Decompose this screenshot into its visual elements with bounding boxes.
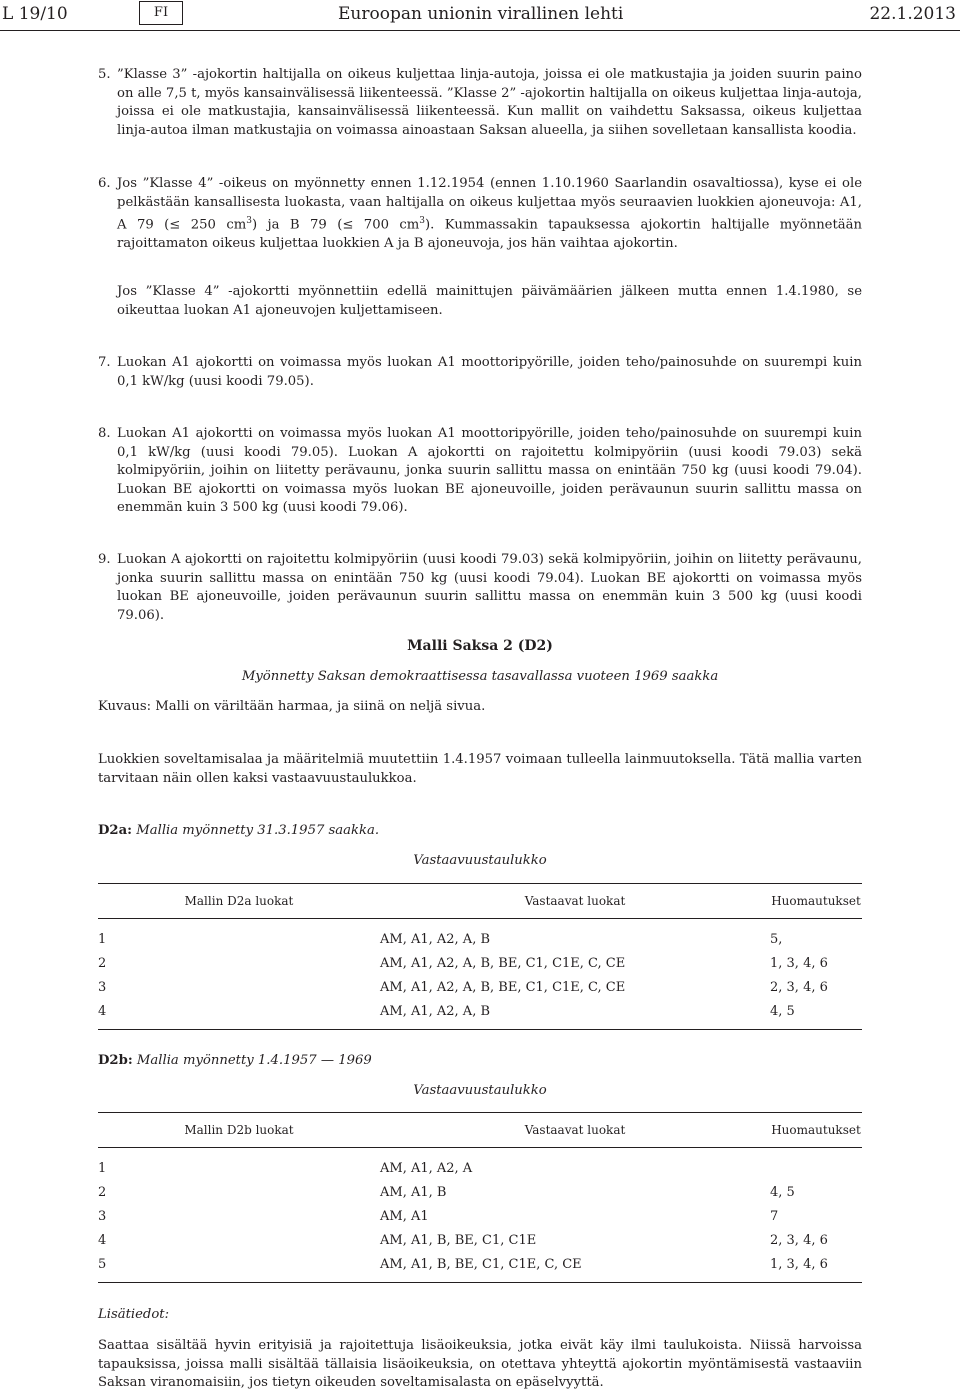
- table-cell: AM, A1, B, BE, C1, C1E, C, CE: [380, 1252, 770, 1283]
- d2b-label: D2b:: [98, 1053, 133, 1068]
- item-5-number: 5.: [98, 67, 111, 82]
- table-cell: 3: [98, 979, 107, 995]
- item-7-text: Luokan A1 ajokortti on voimassa myös luokan A1 moottoripyörille, joiden teho/painosuhde on suurempi kuin 0,1 kW/kg (uusi koodi 79.05).: [117, 355, 862, 389]
- column-header: Mallin D2a luokat: [98, 884, 380, 919]
- d2a-table-title: Vastaavuustaulukko: [413, 853, 547, 868]
- table-cell: AM, A1, A2, A: [380, 1160, 473, 1176]
- table-cell: 3: [98, 1208, 107, 1224]
- column-header: Huomautukset: [770, 884, 862, 919]
- model-scope: Luokkien soveltamisalaa ja määritelmiä muutettiin 1.4.1957 voimaan tulleella lainmuutoksella. Tätä mallia varten tarvitaan näin ollen kaksi vastaavuustaulukkoa.: [98, 752, 862, 786]
- d2a-label: D2a:: [98, 823, 133, 838]
- item-8-text: Luokan A1 ajokortti on voimassa myös luokan A1 moottoripyörille, joiden teho/painosuhde on suurempi kuin 0,1 kW/kg (uusi koodi 79.05). Luokan A ajokortti on rajoitettu kolmipyöriin (uusi koodi 79.03) sekä kolmipyöriin, joihin on liitetty perävaunu, jonka suurin sallittu massa on enintään 750 kg (uusi koodi 79.04). Luokan BE ajokortti on voimassa myös luokan BE ajoneuvoille, joiden perävaunun suurin sallittu massa on enemmän kuin 3 500 kg (uusi koodi 79.06).: [117, 426, 862, 515]
- table-row: [98, 975, 862, 999]
- table-cell: 2: [98, 1184, 107, 1200]
- table-cell: AM, A1, A2, A, B: [380, 999, 770, 1030]
- table-cell: 2, 3, 4, 6: [770, 1232, 828, 1248]
- column-header: Vastaavat luokat: [380, 884, 770, 919]
- page-header: [0, 0, 960, 34]
- table-row: [98, 1204, 862, 1228]
- publication-date: 22.1.2013: [869, 4, 956, 24]
- column-header: Mallin D2b luokat: [98, 1113, 380, 1148]
- table-cell: 7: [770, 1208, 779, 1224]
- table-row: [98, 1252, 862, 1283]
- table-cell: AM, A1, A2, A, B: [380, 931, 491, 947]
- table-cell: 5,: [770, 931, 783, 947]
- table-row: [98, 1228, 862, 1252]
- item-6-number: 6.: [98, 176, 111, 191]
- table-cell: AM, A1, B, BE, C1, C1E: [380, 1232, 537, 1248]
- item-6-part-3: ). Kummassakin tapauksessa ajokortin haltijalle myönnetään rajoittamaton oikeus kuljettaa luokkien A ja B ajoneuvoja, jos hän vaihtaa ajokortin.: [117, 217, 863, 251]
- page-number: L 19/10: [2, 4, 68, 24]
- item-6-followup: Jos ”Klasse 4” -ajokortti myönnettiin edellä mainittujen päivämäärien jälkeen mutta ennen 1.4.1980, se oikeuttaa luokan A1 ajoneuvojen kuljettamiseen.: [117, 284, 862, 318]
- header-rule: [0, 30, 960, 31]
- table-cell: 1: [98, 931, 107, 947]
- table-cell: 2: [98, 955, 107, 971]
- table-cell: AM, A1: [380, 1208, 429, 1224]
- item-9-text: Luokan A ajokortti on rajoitettu kolmipyöriin (uusi koodi 79.03) sekä kolmipyöriin, joihin on liitetty perävaunu, jonka suurin sallittu massa on enintään 750 kg (uusi koodi 79.04). Luokan BE ajokortti on voimassa myös luokan BE ajoneuvoille, joiden perävaunun suurin sallittu massa on enemmän kuin 3 500 kg (uusi koodi 79.06).: [117, 552, 862, 623]
- superscript: 3: [419, 216, 426, 226]
- language-code-box: FI: [139, 1, 183, 25]
- model-subtitle: Myönnetty Saksan demokraattisessa tasavallassa vuoteen 1969 saakka: [241, 669, 719, 684]
- table-cell: 4: [98, 1232, 107, 1248]
- table-cell: 1, 3, 4, 6: [770, 1252, 862, 1283]
- table-row: [98, 1148, 862, 1181]
- item-6-part-1: Jos ”Klasse 4” -oikeus on myönnetty ennen 1.12.1954 (ennen 1.10.1960 Saarlandin osavaltiossa), kyse ei ole pelkästään kansallisesta luokasta, vaan haltijalla on oikeus kuljettaa myös seuraavien luokkien ajoneuvoja: A1, A 79 (≤ 250 cm: [117, 176, 862, 233]
- d2b-table-title: Vastaavuustaulukko: [413, 1083, 547, 1098]
- table-cell: [770, 1148, 862, 1181]
- column-header: Huomautukset: [770, 1113, 862, 1148]
- d2a-heading: [98, 822, 862, 841]
- item-6-part-2: ) ja B 79 (≤ 700 cm: [251, 217, 420, 233]
- table-cell: 1, 3, 4, 6: [770, 955, 828, 971]
- d2b-description: Mallia myönnetty 1.4.1957 — 1969: [136, 1053, 372, 1068]
- table-cell: AM, A1, A2, A, B, BE, C1, C1E, C, CE: [380, 955, 626, 971]
- d2a-correspondence-table: [98, 883, 862, 1030]
- d2b-correspondence-table: [98, 1112, 862, 1283]
- item-9-number: 9.: [98, 552, 111, 567]
- model-description: Kuvaus: Malli on väriltään harmaa, ja siinä on neljä sivua.: [98, 699, 486, 714]
- model-title: Malli Saksa 2 (D2): [407, 638, 553, 654]
- table-cell: 5: [98, 1252, 380, 1283]
- table-row: [98, 951, 862, 975]
- table-row: [98, 919, 862, 952]
- d2a-description: Mallia myönnetty 31.3.1957 saakka.: [136, 823, 380, 838]
- column-header: Vastaavat luokat: [380, 1113, 770, 1148]
- item-5-text: ”Klasse 3” -ajokortin haltijalla on oikeus kuljettaa linja-autoja, joissa ei ole matkustajia ja joiden suurin paino on alle 7,5 t, myös kansainvälisessä liikenteessä. ”Klasse 2” -ajokortin haltijalla on oikeus kuljettaa linja-autoja, joissa ei ole matkustajia, kansainvälisessä liikenteessä. Kun mallit on vaihdettu Saksassa, oikeus kuljettaa linja-autoa ilman matkustajia on voimassa ainoastaan Saksan alueella, ja siihen sovelletaan kansallista koodia.: [117, 67, 862, 138]
- item-8-number: 8.: [98, 426, 111, 441]
- d2b-heading: [98, 1052, 862, 1071]
- table-cell: AM, A1, B: [380, 1184, 447, 1200]
- table-row: [98, 999, 862, 1030]
- table-row: [98, 1180, 862, 1204]
- item-7-number: 7.: [98, 355, 111, 370]
- journal-title: Euroopan unionin virallinen lehti: [338, 4, 624, 24]
- table-cell: 4, 5: [770, 1184, 795, 1200]
- table-cell: 4, 5: [770, 999, 862, 1030]
- table-cell: 4: [98, 999, 380, 1030]
- notes-label: Lisätiedot:: [98, 1307, 170, 1322]
- table-cell: 2, 3, 4, 6: [770, 979, 828, 995]
- table-cell: AM, A1, A2, A, B, BE, C1, C1E, C, CE: [380, 979, 626, 995]
- notes-text: Saattaa sisältää hyvin erityisiä ja rajoitettuja lisäoikeuksia, jotka eivät käy ilmi taulukoista. Niissä harvoissa tapauksissa, joissa malli sisältää tällaisia lisäoikeuksia, on otettava yhteyttä ajokortin myöntämisestä vastaaviin Saksan viranomaisiin, jos tietyn oikeuden soveltamisalasta on epäselvyyttä.: [98, 1338, 862, 1390]
- item-6-text: [117, 175, 862, 253]
- table-cell: 1: [98, 1160, 107, 1176]
- superscript: 3: [246, 216, 252, 226]
